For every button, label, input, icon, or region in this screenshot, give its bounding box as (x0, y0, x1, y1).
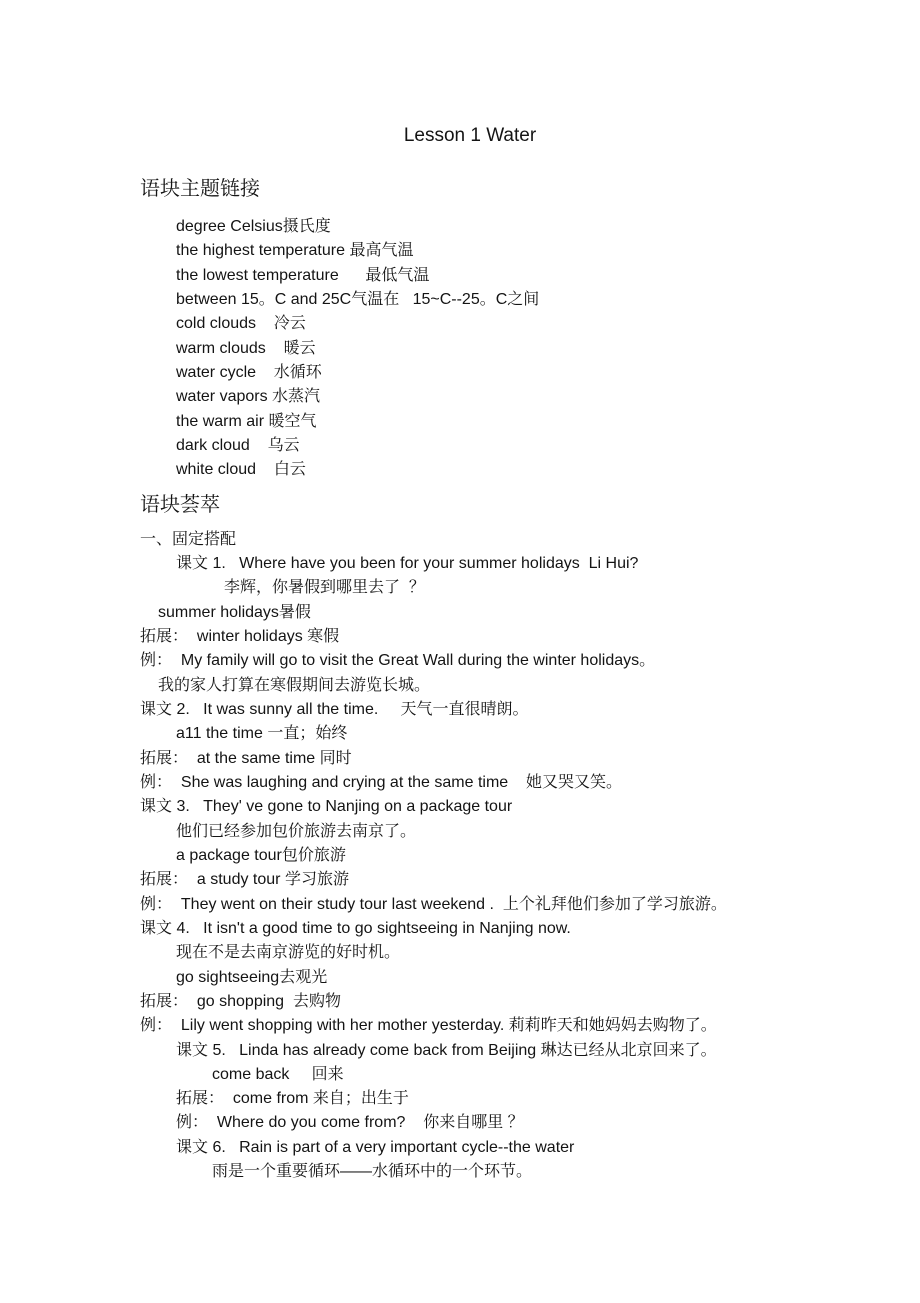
phrase-list (140, 215, 800, 483)
text-line: a package tour包价旅游 (176, 846, 346, 864)
text-line: summer holidays暑假 (158, 603, 311, 621)
text-line: 课文 3. They' ve gone to Nanjing on a package tour (140, 798, 513, 816)
text-line: 我的家人打算在寒假期间去游览长城。 (158, 676, 431, 694)
text-line: 拓展： a study tour 学习旅游 (140, 871, 349, 889)
phrase-item: the highest temperature 最高气温 (176, 242, 414, 260)
text-line: 课文 6. Rain is part of a very important cycle--the water (176, 1138, 575, 1156)
phrase-item: the warm air 暖空气 (176, 412, 317, 430)
text-line: 拓展： winter holidays 寒假 (140, 627, 340, 645)
text-line: 拓展： at the same time 同时 (140, 749, 352, 767)
text-line: 拓展： come from 来自；出生于 (176, 1090, 409, 1108)
subheading-fixed-collocations: 一、固定搭配 (140, 530, 237, 548)
text-line: 课文 4. It isn't a good time to go sightseeing in Nanjing now. (140, 919, 571, 937)
phrase-item: between 15。C and 25C气温在 15~C--25。C之间 (176, 290, 540, 308)
document-title: Lesson 1 Water (403, 125, 537, 146)
text-line: 课文 1. Where have you been for your summer holidays Li Hui? (176, 554, 639, 572)
text-line: 例： They went on their study tour last weekend . 上个礼拜他们参加了学习旅游。 (140, 895, 727, 913)
phrase-item: water cycle 水循环 (176, 363, 322, 381)
text-line: 雨是一个重要循环——水循环中的一个环节。 (212, 1163, 533, 1181)
phrase-item: water vapors 水蒸汽 (176, 388, 321, 406)
text-line: 拓展： go shopping 去购物 (140, 992, 341, 1010)
text-line: 例： Where do you come from? 你来自哪里 ？ (176, 1114, 524, 1132)
text-line: come back 回来 (212, 1065, 344, 1083)
text-line: 例： She was laughing and crying at the same time 她又哭又笑。 (140, 773, 622, 791)
text-line: 例： Lily went shopping with her mother yesterday. 莉莉昨天和她妈妈去购物了。 (140, 1017, 717, 1035)
section-heading-topic-links: 语块主题链接 (140, 178, 260, 200)
phrase-item: the lowest temperature 最低气温 (176, 266, 430, 284)
text-line: a11 the time 一直；始终 (176, 725, 348, 743)
phrase-item: dark cloud 乌云 (176, 436, 300, 454)
phrase-item: white cloud 白云 (176, 461, 306, 479)
text-line: 课文 5. Linda has already come back from Beijing 琳达已经从北京回来了。 (176, 1041, 717, 1059)
section-heading-collection: 语块荟萃 (140, 493, 220, 516)
text-line: 例： My family will go to visit the Great Wall during the winter holidays。 (140, 652, 656, 670)
text-line: 现在不是去南京游览的好时机。 (176, 944, 401, 962)
text-line: 李辉，你暑假到哪里去了 ？ (224, 579, 425, 597)
phrase-item: degree Celsius摄氏度 (176, 218, 331, 235)
collocation-lines (140, 552, 800, 1185)
phrase-item: cold clouds 冷云 (176, 315, 306, 333)
text-line: 他们已经参加包价旅游去南京了。 (176, 822, 417, 840)
text-line: 课文 2. It was sunny all the time. 天气一直很晴朗。 (140, 700, 529, 718)
phrase-item: warm clouds 暖云 (176, 339, 316, 357)
text-line: go sightseeing去观光 (176, 968, 328, 986)
